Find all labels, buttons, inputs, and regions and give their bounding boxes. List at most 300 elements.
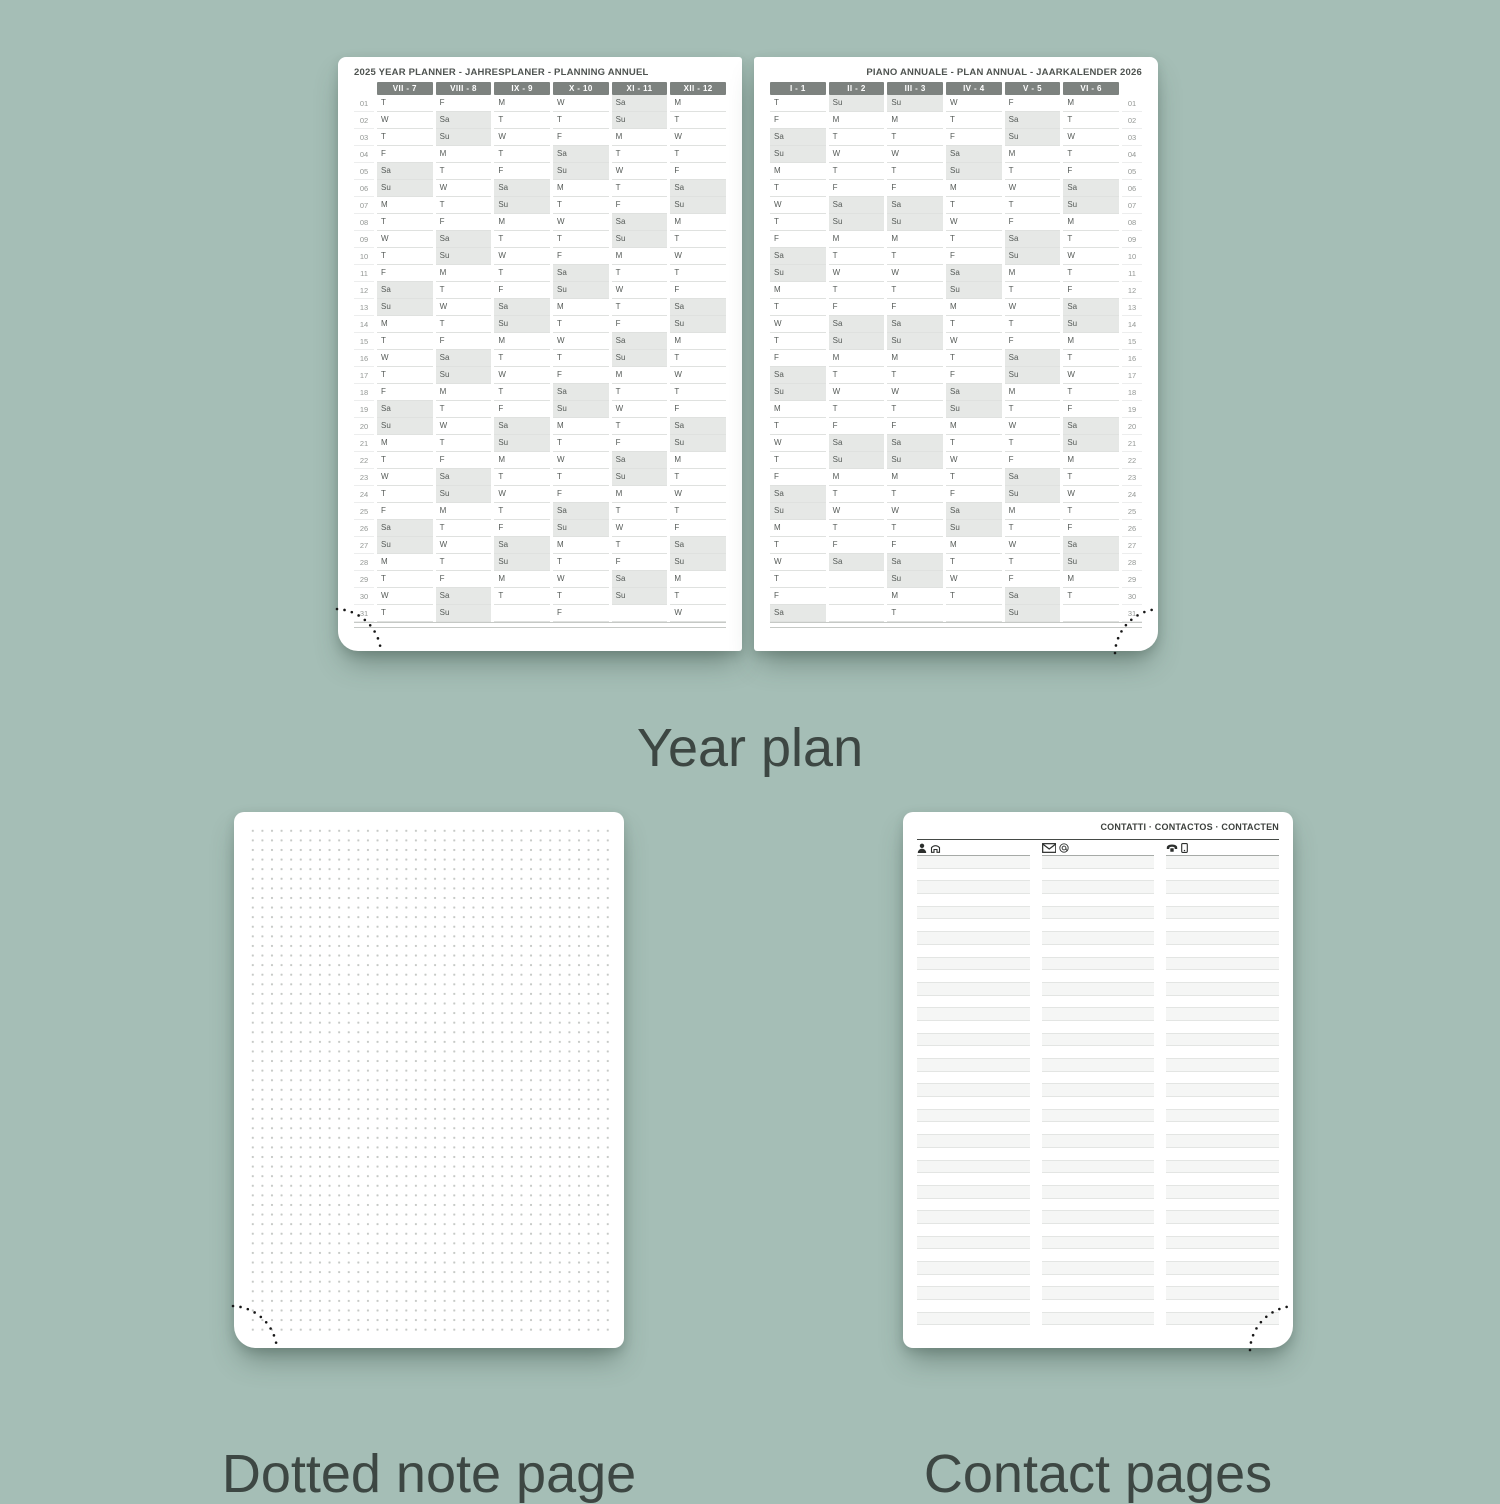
day-cell: W [612, 520, 668, 537]
day-cell: Sa [494, 299, 550, 316]
day-cell: T [494, 265, 550, 282]
day-cell: T [553, 197, 609, 214]
contact-row [917, 894, 1030, 907]
day-cell: T [612, 146, 668, 163]
day-cell: F [377, 265, 433, 282]
contact-row [1166, 1021, 1279, 1034]
day-cell: Su [1063, 435, 1119, 452]
month-header: IX - 9 [494, 82, 550, 95]
day-cell: Su [612, 588, 668, 605]
month-header: XI - 11 [612, 82, 668, 95]
day-cell: Sa [612, 452, 668, 469]
day-cell: M [436, 384, 492, 401]
day-number: 28 [354, 554, 374, 571]
contact-row [917, 1084, 1030, 1097]
day-cell: Su [377, 537, 433, 554]
day-cell [494, 605, 550, 622]
contact-row [1166, 970, 1279, 983]
day-cell: Sa [1005, 231, 1061, 248]
day-number: 31 [354, 605, 374, 622]
day-cell: Su [377, 418, 433, 435]
day-cell: W [1063, 248, 1119, 265]
day-cell: Su [1063, 554, 1119, 571]
day-cell: T [436, 282, 492, 299]
day-number: 06 [354, 180, 374, 197]
day-cell: M [553, 418, 609, 435]
contact-column [917, 856, 1030, 1325]
day-cell: W [829, 265, 885, 282]
contact-row [1166, 1110, 1279, 1123]
day-cell: M [1063, 214, 1119, 231]
day-cell: F [436, 95, 492, 112]
day-cell: T [612, 503, 668, 520]
day-cell: T [494, 384, 550, 401]
day-cell: Sa [1063, 537, 1119, 554]
day-cell: T [1063, 231, 1119, 248]
day-cell: T [887, 605, 943, 622]
day-cell: M [670, 333, 726, 350]
contact-row [1042, 945, 1155, 958]
day-cell: Sa [494, 418, 550, 435]
day-cell: W [553, 214, 609, 231]
year-planner-spread [338, 57, 1158, 651]
day-cell: Sa [1005, 350, 1061, 367]
contact-row [1042, 894, 1155, 907]
month-header: VIII - 8 [436, 82, 492, 95]
day-cell: Sa [770, 367, 826, 384]
contact-row [917, 919, 1030, 932]
day-number: 09 [354, 231, 374, 248]
day-cell: Sa [612, 95, 668, 112]
day-cell: M [612, 486, 668, 503]
day-number: 11 [1122, 265, 1142, 282]
contact-row [1166, 1122, 1279, 1135]
day-cell: M [612, 248, 668, 265]
day-cell: Sa [887, 435, 943, 452]
day-cell: T [1063, 112, 1119, 129]
day-cell: T [887, 367, 943, 384]
day-cell: Sa [829, 554, 885, 571]
day-cell: M [887, 231, 943, 248]
day-cell: Su [1005, 248, 1061, 265]
day-number: 03 [1122, 129, 1142, 146]
contact-row [1166, 1084, 1279, 1097]
day-number: 20 [354, 418, 374, 435]
day-cell: Su [670, 554, 726, 571]
day-cell: Sa [436, 112, 492, 129]
day-cell: T [946, 469, 1002, 486]
day-cell: F [1063, 401, 1119, 418]
day-cell: W [670, 248, 726, 265]
day-cell [829, 588, 885, 605]
day-cell: T [946, 435, 1002, 452]
contact-row [1166, 1097, 1279, 1110]
day-cell: Sa [670, 418, 726, 435]
day-cell: F [946, 248, 1002, 265]
day-cell: W [770, 554, 826, 571]
day-cell: T [770, 537, 826, 554]
day-number: 23 [1122, 469, 1142, 486]
day-cell: M [829, 231, 885, 248]
contact-row [917, 932, 1030, 945]
contact-row [917, 1110, 1030, 1123]
contact-row [1042, 932, 1155, 945]
contact-row [1042, 1072, 1155, 1085]
day-cell: M [436, 503, 492, 520]
day-cell: Sa [670, 537, 726, 554]
contact-row [1166, 1300, 1279, 1313]
day-cell: F [612, 316, 668, 333]
contact-row [917, 1034, 1030, 1047]
day-cell: Su [887, 214, 943, 231]
day-number: 04 [1122, 146, 1142, 163]
day-cell: Su [612, 350, 668, 367]
day-cell: T [612, 265, 668, 282]
day-cell: Sa [887, 554, 943, 571]
day-cell: W [612, 401, 668, 418]
day-number: 15 [354, 333, 374, 350]
day-cell: F [1005, 571, 1061, 588]
day-cell: W [670, 486, 726, 503]
day-cell: T [670, 469, 726, 486]
day-cell: T [670, 350, 726, 367]
day-cell: T [612, 537, 668, 554]
day-number: 31 [1122, 605, 1142, 622]
day-cell: W [670, 605, 726, 622]
day-number: 12 [354, 282, 374, 299]
contact-row [917, 1237, 1030, 1250]
day-cell: T [829, 486, 885, 503]
day-cell: Su [612, 469, 668, 486]
day-cell: T [377, 605, 433, 622]
day-cell: W [436, 180, 492, 197]
contact-row [1042, 1059, 1155, 1072]
month-header: VI - 6 [1063, 82, 1119, 95]
day-cell: F [553, 605, 609, 622]
day-cell: Su [670, 435, 726, 452]
day-cell: M [436, 146, 492, 163]
day-number: 06 [1122, 180, 1142, 197]
contact-row [917, 1249, 1030, 1262]
contact-row [917, 1186, 1030, 1199]
contact-row [1166, 894, 1279, 907]
day-number: 17 [354, 367, 374, 384]
day-cell: Sa [770, 486, 826, 503]
day-cell: F [770, 231, 826, 248]
day-cell: F [770, 112, 826, 129]
contact-row [917, 1173, 1030, 1186]
day-cell: M [1005, 265, 1061, 282]
day-cell: W [946, 571, 1002, 588]
day-number: 12 [1122, 282, 1142, 299]
day-cell: Su [377, 180, 433, 197]
contact-row [1042, 856, 1155, 869]
contact-row [1166, 1034, 1279, 1047]
contact-row [1166, 1148, 1279, 1161]
day-cell: Su [887, 452, 943, 469]
day-cell: F [377, 384, 433, 401]
day-cell: W [553, 95, 609, 112]
day-cell: Su [436, 367, 492, 384]
day-cell: T [670, 265, 726, 282]
contact-row [1166, 1008, 1279, 1021]
day-cell: F [1063, 163, 1119, 180]
day-cell: F [553, 367, 609, 384]
contact-row [1042, 869, 1155, 882]
day-cell: M [1005, 503, 1061, 520]
contact-row [1042, 1161, 1155, 1174]
dot-grid [246, 824, 612, 1332]
contact-row [1166, 1262, 1279, 1275]
day-number: 02 [354, 112, 374, 129]
day-cell: Su [1005, 129, 1061, 146]
dotted-note-page [234, 812, 624, 1348]
day-cell: F [670, 401, 726, 418]
day-number: 19 [354, 401, 374, 418]
day-number: 22 [1122, 452, 1142, 469]
day-cell: F [887, 537, 943, 554]
day-cell: T [377, 95, 433, 112]
day-cell: M [1063, 571, 1119, 588]
day-cell: T [494, 112, 550, 129]
day-number: 10 [354, 248, 374, 265]
day-cell: T [670, 503, 726, 520]
table-bottom-rule [354, 622, 726, 628]
day-cell: T [1063, 469, 1119, 486]
day-number: 05 [1122, 163, 1142, 180]
contact-row [1042, 1287, 1155, 1300]
contact-row [917, 1300, 1030, 1313]
month-header: II - 2 [829, 82, 885, 95]
day-cell: W [946, 214, 1002, 231]
day-number: 30 [354, 588, 374, 605]
day-cell: Sa [887, 316, 943, 333]
desk-phone-icon [1166, 843, 1178, 853]
day-cell: F [1005, 333, 1061, 350]
day-cell: T [770, 299, 826, 316]
contact-row [1042, 970, 1155, 983]
day-cell: T [770, 571, 826, 588]
day-cell: M [946, 180, 1002, 197]
contact-row [917, 1313, 1030, 1326]
day-cell: F [436, 452, 492, 469]
day-cell: Sa [612, 333, 668, 350]
day-cell: Sa [377, 163, 433, 180]
contact-row [1042, 1021, 1155, 1034]
day-number: 08 [1122, 214, 1142, 231]
day-cell: W [829, 384, 885, 401]
day-cell: Su [829, 333, 885, 350]
day-cell: Sa [436, 350, 492, 367]
day-cell: T [770, 180, 826, 197]
day-number: 19 [1122, 401, 1142, 418]
day-cell: F [1005, 452, 1061, 469]
day-cell: T [1005, 554, 1061, 571]
contact-row [1166, 1072, 1279, 1085]
day-cell: Su [436, 248, 492, 265]
day-cell: F [494, 401, 550, 418]
contact-row [917, 1287, 1030, 1300]
day-number: 18 [354, 384, 374, 401]
contact-column-header [1042, 840, 1155, 856]
day-cell: F [1063, 520, 1119, 537]
day-cell: Su [946, 520, 1002, 537]
day-cell: T [377, 214, 433, 231]
day-cell: T [887, 520, 943, 537]
contact-row [1042, 1122, 1155, 1135]
day-cell: Sa [1005, 588, 1061, 605]
day-number-header-spacer [354, 82, 374, 95]
contact-row [917, 970, 1030, 983]
contact-row [1166, 1211, 1279, 1224]
contact-column [1042, 856, 1155, 1325]
contact-row [917, 1199, 1030, 1212]
day-cell: T [770, 214, 826, 231]
day-cell: W [377, 588, 433, 605]
day-cell: T [946, 112, 1002, 129]
day-cell: F [670, 282, 726, 299]
day-cell: F [436, 214, 492, 231]
day-cell [946, 605, 1002, 622]
day-cell: W [770, 197, 826, 214]
day-cell: Sa [377, 282, 433, 299]
day-number: 17 [1122, 367, 1142, 384]
contact-column-header [917, 840, 1030, 856]
contact-row [1042, 1249, 1155, 1262]
day-cell: T [946, 588, 1002, 605]
day-cell: Sa [494, 537, 550, 554]
month-header: I - 1 [770, 82, 826, 95]
day-cell: Su [612, 231, 668, 248]
day-cell: M [670, 214, 726, 231]
day-cell: W [436, 537, 492, 554]
day-cell: T [494, 146, 550, 163]
day-cell: T [494, 350, 550, 367]
day-cell: T [670, 384, 726, 401]
day-cell: Su [494, 316, 550, 333]
month-header: IV - 4 [946, 82, 1002, 95]
day-cell: T [436, 401, 492, 418]
day-cell: T [494, 503, 550, 520]
day-number: 16 [354, 350, 374, 367]
day-cell: Su [1063, 316, 1119, 333]
day-cell: Sa [377, 401, 433, 418]
day-cell: Su [887, 333, 943, 350]
day-cell: W [946, 333, 1002, 350]
contact-row [917, 1072, 1030, 1085]
day-cell: M [829, 350, 885, 367]
day-cell: M [946, 299, 1002, 316]
day-cell: T [377, 333, 433, 350]
day-cell: W [1063, 367, 1119, 384]
day-cell: Sa [946, 384, 1002, 401]
day-cell: T [770, 333, 826, 350]
day-cell: Sa [946, 503, 1002, 520]
day-cell: Sa [612, 571, 668, 588]
day-cell [612, 605, 668, 622]
day-cell: Su [436, 486, 492, 503]
day-number: 24 [1122, 486, 1142, 503]
contact-row [917, 856, 1030, 869]
day-number: 18 [1122, 384, 1142, 401]
day-cell: T [553, 316, 609, 333]
contact-row [1042, 1135, 1155, 1148]
day-cell: M [670, 571, 726, 588]
day-cell: Su [494, 435, 550, 452]
day-cell: M [1063, 452, 1119, 469]
day-cell: Sa [770, 129, 826, 146]
day-cell: Su [770, 265, 826, 282]
day-cell: M [377, 197, 433, 214]
day-cell: Sa [553, 265, 609, 282]
contact-row [1166, 1199, 1279, 1212]
day-cell: T [770, 418, 826, 435]
contact-rows [917, 856, 1279, 1325]
day-cell: Su [1005, 367, 1061, 384]
day-number-header-spacer [1122, 82, 1142, 95]
day-cell: Su [1005, 486, 1061, 503]
contact-row [1166, 1046, 1279, 1059]
contact-row [1166, 1135, 1279, 1148]
day-cell: F [553, 248, 609, 265]
day-cell: M [770, 520, 826, 537]
day-cell: F [829, 299, 885, 316]
day-cell: W [377, 469, 433, 486]
day-number: 26 [1122, 520, 1142, 537]
day-cell: T [887, 401, 943, 418]
caption-year-plan: Year plan [636, 717, 864, 778]
contact-row [1166, 1287, 1279, 1300]
day-cell: T [377, 367, 433, 384]
day-cell: T [770, 452, 826, 469]
day-cell: F [553, 129, 609, 146]
contact-row [1042, 1262, 1155, 1275]
contact-row [1042, 907, 1155, 920]
contact-row [1042, 1275, 1155, 1288]
day-cell: Sa [1005, 469, 1061, 486]
contact-row [1166, 1224, 1279, 1237]
contact-row [1166, 1237, 1279, 1250]
calendar-grid-2025 [354, 82, 726, 629]
day-cell: W [670, 129, 726, 146]
day-cell: W [829, 503, 885, 520]
contact-row [917, 1275, 1030, 1288]
day-number: 01 [354, 95, 374, 112]
day-cell: Su [553, 520, 609, 537]
day-number: 24 [354, 486, 374, 503]
day-cell: Su [946, 163, 1002, 180]
day-cell: Su [436, 605, 492, 622]
day-number: 05 [354, 163, 374, 180]
day-cell: M [670, 452, 726, 469]
day-cell: Su [829, 452, 885, 469]
day-cell: T [946, 554, 1002, 571]
day-cell: Su [887, 571, 943, 588]
day-cell: T [377, 571, 433, 588]
day-cell: Su [770, 503, 826, 520]
day-cell: Su [770, 384, 826, 401]
day-number: 29 [1122, 571, 1142, 588]
day-cell: F [377, 503, 433, 520]
contact-row [1166, 945, 1279, 958]
day-cell: M [1005, 384, 1061, 401]
contact-row [917, 881, 1030, 894]
day-number: 07 [1122, 197, 1142, 214]
day-cell: F [553, 486, 609, 503]
day-cell: W [494, 129, 550, 146]
day-cell: W [377, 350, 433, 367]
day-cell: Sa [829, 435, 885, 452]
